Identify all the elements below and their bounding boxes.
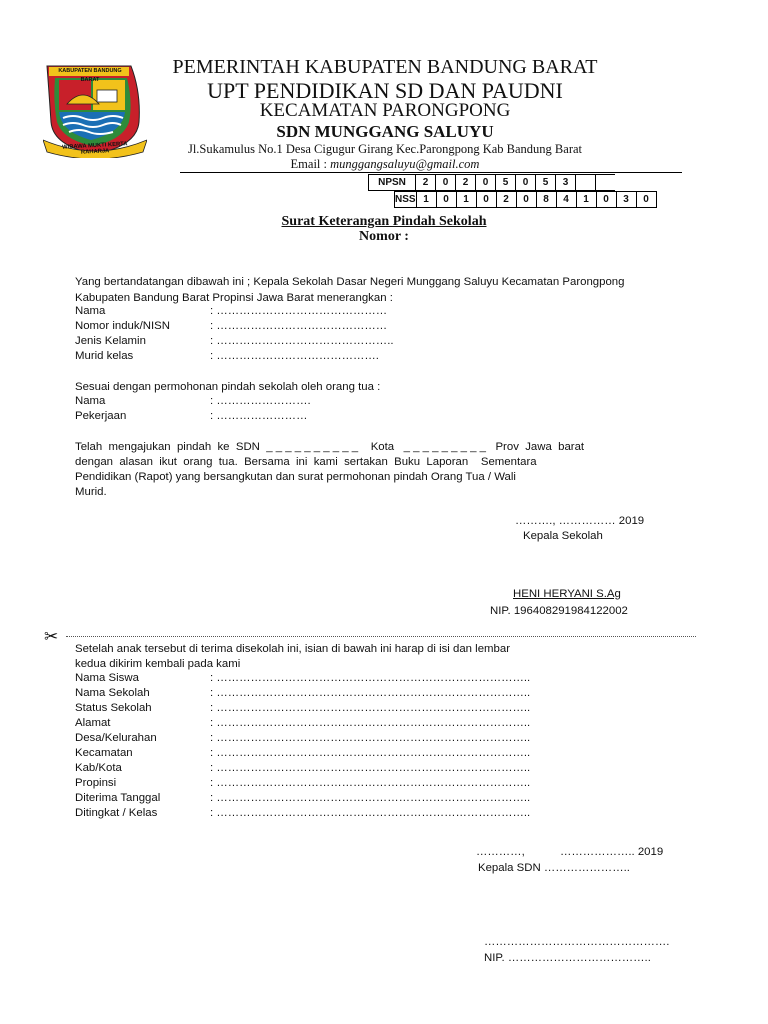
return-field-value: : ……………………………………………………………………….. [210, 747, 531, 759]
npsn-digit: 0 [436, 175, 456, 191]
signature-nip: NIP. 196408291984122002 [490, 605, 628, 617]
nss-label: NSS [395, 192, 417, 208]
school-address: Jl.Sukamulus No.1 Desa Cigugur Girang Kec.Parongpong Kab Bandung Barat [187, 142, 583, 156]
return-field-value: : ……………………………………………………………………….. [210, 717, 531, 729]
nss-digit: 3 [616, 192, 636, 208]
move-text-line: dengan alasan ikut orang tua. Bersama ini kami sertakan Buku Laporan Sementara [75, 456, 537, 468]
nss-digit: 1 [416, 192, 436, 208]
npsn-digit [576, 175, 596, 191]
nss-digit: 1 [576, 192, 596, 208]
nss-digit: 0 [596, 192, 616, 208]
header-rule [180, 172, 682, 173]
npsn-digit: 2 [416, 175, 436, 191]
email-address: munggangsaluyu@gmail.com [330, 157, 480, 171]
return-field-value: : ……………………………………………………………………….. [210, 762, 531, 774]
parent-field-label: Nama [75, 395, 106, 407]
header-line-1: PEMERINTAH KABUPATEN BANDUNG BARAT [172, 56, 598, 78]
npsn-table [368, 174, 615, 191]
nss-digit: 1 [456, 192, 476, 208]
parent-intro: Sesuai dengan permohonan pindah sekolah oleh orang tua : [75, 381, 381, 393]
nss-digit: 2 [496, 192, 516, 208]
return-field-label: Alamat [75, 717, 111, 729]
npsn-digit: 5 [536, 175, 556, 191]
nss-digit: 4 [556, 192, 576, 208]
parent-field-label: Pekerjaan [75, 410, 127, 422]
student-field-label: Jenis Kelamin [75, 335, 146, 347]
npsn-label: NPSN [369, 175, 416, 191]
return-field-label: Status Sekolah [75, 702, 152, 714]
student-field-label: Nomor induk/NISN [75, 320, 170, 332]
return-date-place: …………, [476, 846, 525, 858]
return-field-label: Diterima Tanggal [75, 792, 161, 804]
move-text-line: Murid. [75, 486, 107, 498]
student-field-value: : ……………………………………….. [210, 335, 394, 347]
cut-intro-line: Setelah anak tersebut di terima disekolah ini, isian di bawah ini harap di isi dan lembar [75, 643, 510, 655]
return-role: Kepala SDN ………………….. [478, 862, 630, 874]
npsn-digit: 2 [456, 175, 476, 191]
npsn-digit [596, 175, 616, 191]
return-nip: NIP. ……………………………….. [484, 952, 651, 964]
logo-top-text: KABUPATEN BANDUNG BARAT [58, 68, 122, 83]
return-field-value: : ……………………………………………………………………….. [210, 732, 531, 744]
return-field-value: : ……………………………………………………………………….. [210, 792, 531, 804]
nss-digit: 0 [516, 192, 536, 208]
signature-date: ………., …………… 2019 [515, 515, 645, 527]
npsn-digit: 0 [476, 175, 496, 191]
return-field-label: Nama Sekolah [75, 687, 150, 699]
nss-digit: 0 [436, 192, 456, 208]
signature-role: Kepala Sekolah [523, 530, 603, 542]
signature-name: HENI HERYANI S.Ag [513, 588, 621, 600]
nss-digit: 0 [476, 192, 496, 208]
return-field-label: Kab/Kota [75, 762, 122, 774]
cut-line [66, 636, 696, 637]
npsn-digit: 3 [556, 175, 576, 191]
cut-intro-line: kedua dikirim kembali pada kami [75, 658, 241, 670]
scissors-icon: ✂ [44, 627, 59, 646]
return-field-label: Desa/Kelurahan [75, 732, 157, 744]
email-label: Email : [290, 157, 331, 171]
school-name: SDN MUNGGANG SALUYU [276, 122, 494, 141]
nss-digit: 0 [636, 192, 656, 208]
student-field-value: : ……………………………………… [210, 305, 388, 317]
return-name-line: …………………………………………. [484, 936, 670, 948]
npsn-digit: 5 [496, 175, 516, 191]
document-number: Nomor : [359, 229, 409, 244]
return-field-value: : ……………………………………………………………………….. [210, 672, 531, 684]
return-date: ……………….. 2019 [560, 846, 664, 858]
header-line-2: UPT PENDIDIKAN SD DAN PAUDNI [207, 78, 563, 103]
logo-motto: WIBAWA MUKTI KERTA RAHARJA [62, 141, 128, 156]
npsn-digit: 0 [516, 175, 536, 191]
student-field-value: : ……………………………………… [210, 320, 388, 332]
move-text-line: Pendidikan (Rapot) yang bersangkutan dan surat permohonan pindah Orang Tua / Wali [75, 471, 516, 483]
intro-paragraph: Yang bertandatangan dibawah ini ; Kepala Sekolah Dasar Negeri Munggang Saluyu Kecamatan Parongpong Kabupaten Bandung Barat Propinsi Jawa Barat menerangkan : [75, 276, 625, 304]
student-field-label: Nama [75, 305, 106, 317]
header-line-3: KECAMATAN PARONGPONG [259, 100, 511, 121]
school-email-line [150, 157, 620, 172]
return-field-label: Propinsi [75, 777, 117, 789]
nss-table [394, 191, 657, 208]
parent-field-value: : …………………… [210, 410, 308, 422]
return-field-label: Kecamatan [75, 747, 133, 759]
return-field-value: : ……………………………………………………………………….. [210, 687, 531, 699]
document-title: Surat Keterangan Pindah Sekolah [281, 214, 487, 229]
return-field-value: : ……………………………………………………………………….. [210, 702, 531, 714]
return-field-label: Ditingkat / Kelas [75, 807, 158, 819]
student-field-label: Murid kelas [75, 350, 134, 362]
parent-field-value: : ……………………. [210, 395, 311, 407]
nss-digit: 8 [536, 192, 556, 208]
return-field-value: : ……………………………………………………………………….. [210, 777, 531, 789]
return-field-label: Nama Siswa [75, 672, 139, 684]
student-field-value: : ……………………………………. [210, 350, 379, 362]
school-logo [43, 62, 147, 158]
return-field-value: : ……………………………………………………………………….. [210, 807, 531, 819]
move-text-line: Telah mengajukan pindah ke SDN _ _ _ _ _ _ _ _ _ _ Kota _ _ _ _ _ _ _ _ _ Prov Jawa barat [75, 441, 585, 453]
